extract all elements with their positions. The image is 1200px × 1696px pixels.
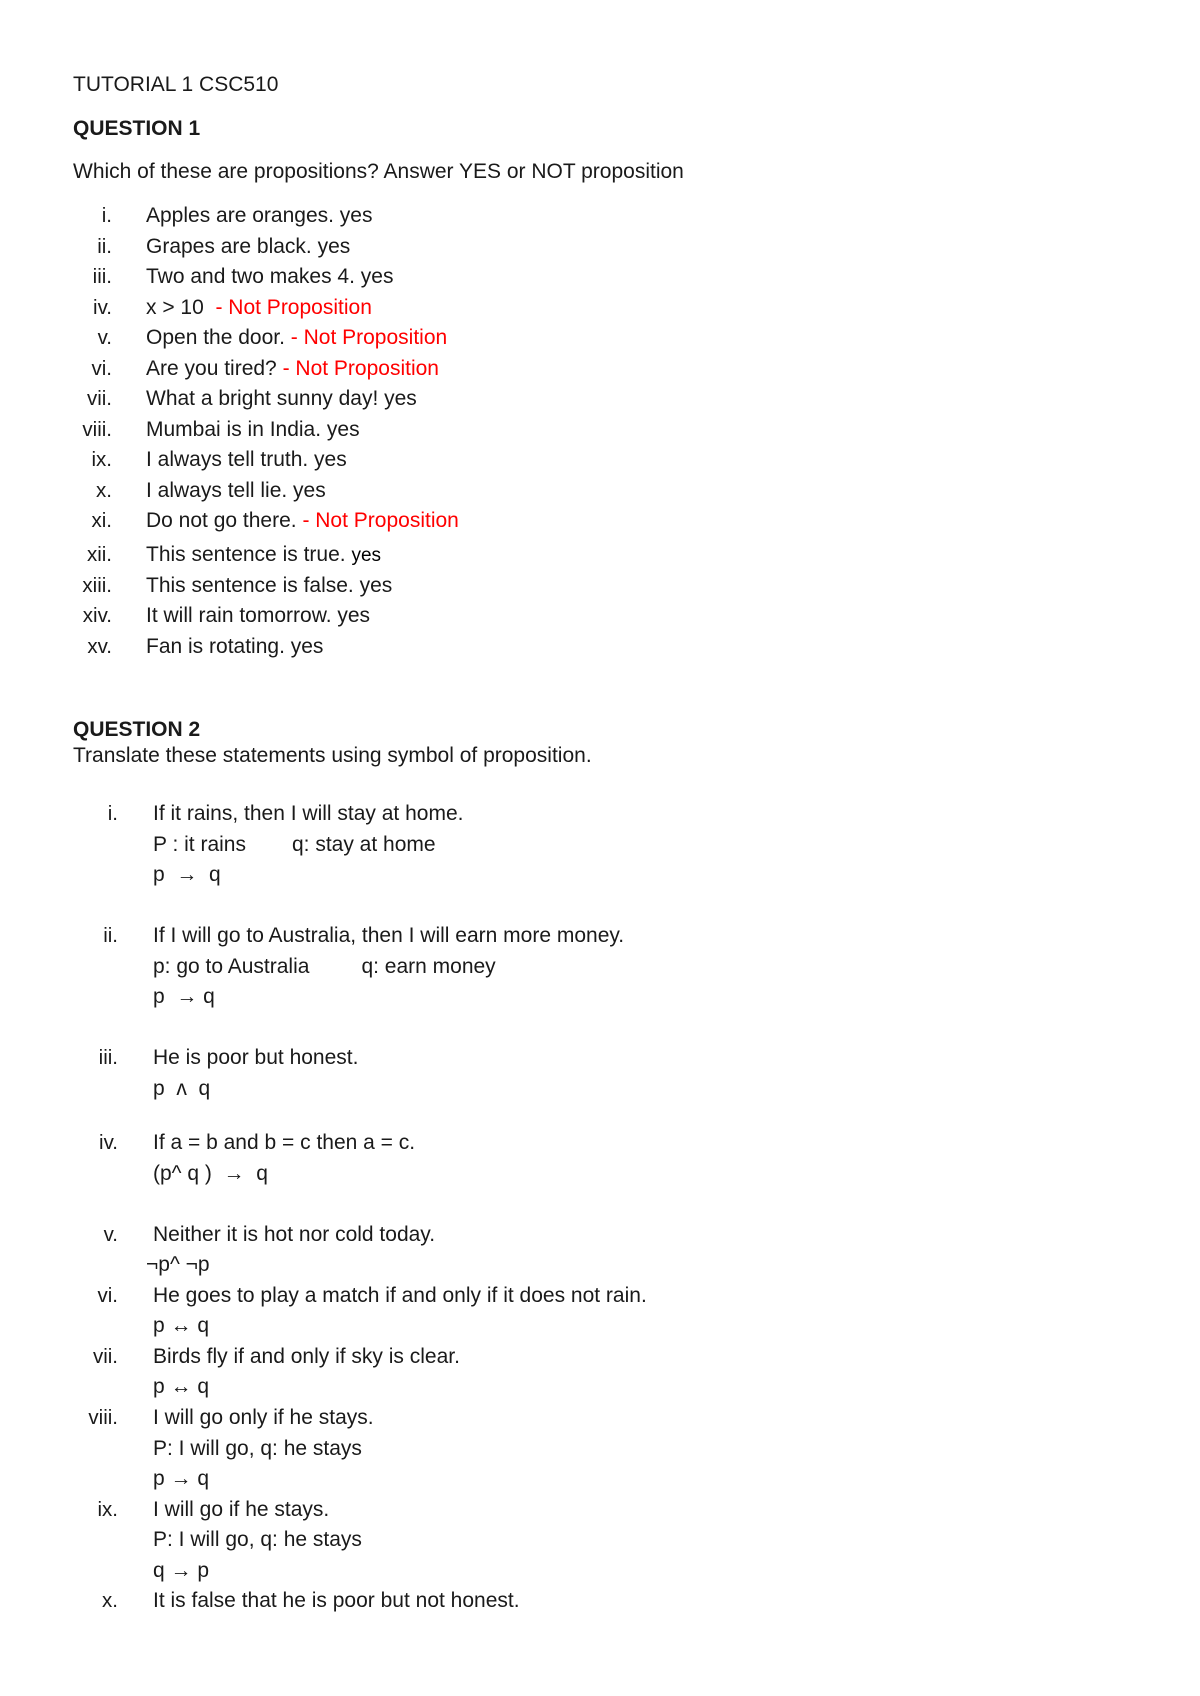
list-item [146,296,372,320]
list-item-number: viii. [88,1406,118,1429]
document-title: TUTORIAL 1 CSC510 [73,73,279,96]
list-item [146,604,370,628]
item-text: This sentence is false. yes [146,574,393,597]
statement-text: If it rains, then I will stay at home. [153,802,464,825]
list-item-number: iv. [99,1131,118,1154]
statement-text: I will go if he stays. [153,1498,330,1521]
answer-label: yes [351,545,382,566]
statement-text: I will go only if he stays. [153,1406,374,1429]
list-item-number: xiv. [82,604,112,627]
list-item-number: i. [107,802,118,825]
item-text: I always tell truth. yes [146,448,347,471]
statement-text: He goes to play a match if and only if it does not rain. [153,1284,647,1307]
proposition-p: p: go to Australia [153,955,310,978]
proposition-definitions [153,955,496,979]
list-item-number: vi. [97,1284,118,1307]
symbolic-form: p → q [153,1467,210,1490]
item-text: This sentence is true. [146,543,352,566]
item-text: Apples are oranges. yes [146,204,373,227]
statement-text: He is poor but honest. [153,1046,359,1069]
question-2-instruction: Translate these statements using symbol of proposition. [73,744,592,767]
statement-text: It is false that he is poor but not honest. [153,1589,520,1612]
item-text: Do not go there. [146,509,303,532]
list-item [146,418,360,442]
item-text: What a bright sunny day! yes [146,387,417,410]
question-1-heading: QUESTION 1 [73,117,201,140]
proposition-p: P : it rains [153,833,246,856]
list-item [146,204,372,228]
symbolic-form: p ↔ q [153,1375,210,1398]
item-text: I always tell lie. yes [146,479,326,502]
list-item-number: x. [96,479,112,502]
list-item-number: ii. [97,235,112,258]
list-item-number: vii. [86,387,112,410]
list-item-number: vii. [92,1345,118,1368]
statement-text: If I will go to Australia, then I will earn more money. [153,924,625,947]
list-item-number: ix. [97,1498,118,1521]
list-item-number: vi. [91,357,112,380]
statement-text: Neither it is hot nor cold today. [153,1223,436,1246]
question-2-heading: QUESTION 2 [73,718,201,741]
list-item-number: iii. [98,1046,118,1069]
symbolic-form: p → q [153,863,221,886]
list-item-number: iv. [93,296,112,319]
symbolic-form: p → q [153,985,215,1008]
symbolic-form: ¬p^ ¬p [146,1253,210,1276]
item-text: x > 10 [146,296,216,319]
list-item-number: xv. [87,635,112,658]
item-text: It will rain tomorrow. yes [146,604,371,627]
proposition-q: q: stay at home [291,833,436,856]
symbolic-form: q → p [153,1559,210,1582]
list-item-number: xii. [86,543,112,566]
proposition-q: q: earn money [361,955,496,978]
list-item-number: iii. [92,265,112,288]
symbolic-form: (p^ q ) → q [153,1162,268,1185]
list-item [146,326,447,350]
list-item-number: xiii. [82,574,112,597]
list-item-number: ii. [103,924,118,947]
list-item-number: x. [102,1589,118,1612]
item-text: Are you tired? [146,357,283,380]
proposition-definitions: P: I will go, q: he stays [153,1437,362,1460]
item-text: Grapes are black. yes [146,235,351,258]
question-1-instruction: Which of these are propositions? Answer YES or NOT proposition [73,160,684,183]
not-proposition-label: - Not Proposition [282,357,439,380]
item-text: Fan is rotating. yes [146,635,324,658]
list-item-number: i. [101,204,112,227]
list-item [146,509,459,533]
item-text: Mumbai is in India. yes [146,418,360,441]
list-item [146,543,381,567]
list-item [146,635,323,659]
list-item-number: xi. [91,509,112,532]
list-item [146,448,347,472]
not-proposition-label: - Not Proposition [290,326,448,349]
statement-text: If a = b and b = c then a = c. [153,1131,416,1154]
not-proposition-label: - Not Proposition [302,509,459,532]
list-item-number: v. [97,326,112,349]
list-item [146,479,326,503]
list-item [146,387,417,411]
not-proposition-label: - Not Proposition [215,296,372,319]
proposition-definitions: P: I will go, q: he stays [153,1528,362,1551]
list-item-number: v. [103,1223,118,1246]
symbolic-form: p ʌ q [153,1077,211,1100]
list-item [146,574,392,598]
list-item [146,357,439,381]
list-item-number: viii. [82,418,112,441]
item-text: Open the door. [146,326,291,349]
statement-text: Birds fly if and only if sky is clear. [153,1345,460,1368]
symbolic-form: p ↔ q [153,1314,210,1337]
list-item [146,265,393,289]
item-text: Two and two makes 4. yes [146,265,394,288]
proposition-definitions [153,833,436,857]
list-item [146,235,350,259]
list-item-number: ix. [91,448,112,471]
